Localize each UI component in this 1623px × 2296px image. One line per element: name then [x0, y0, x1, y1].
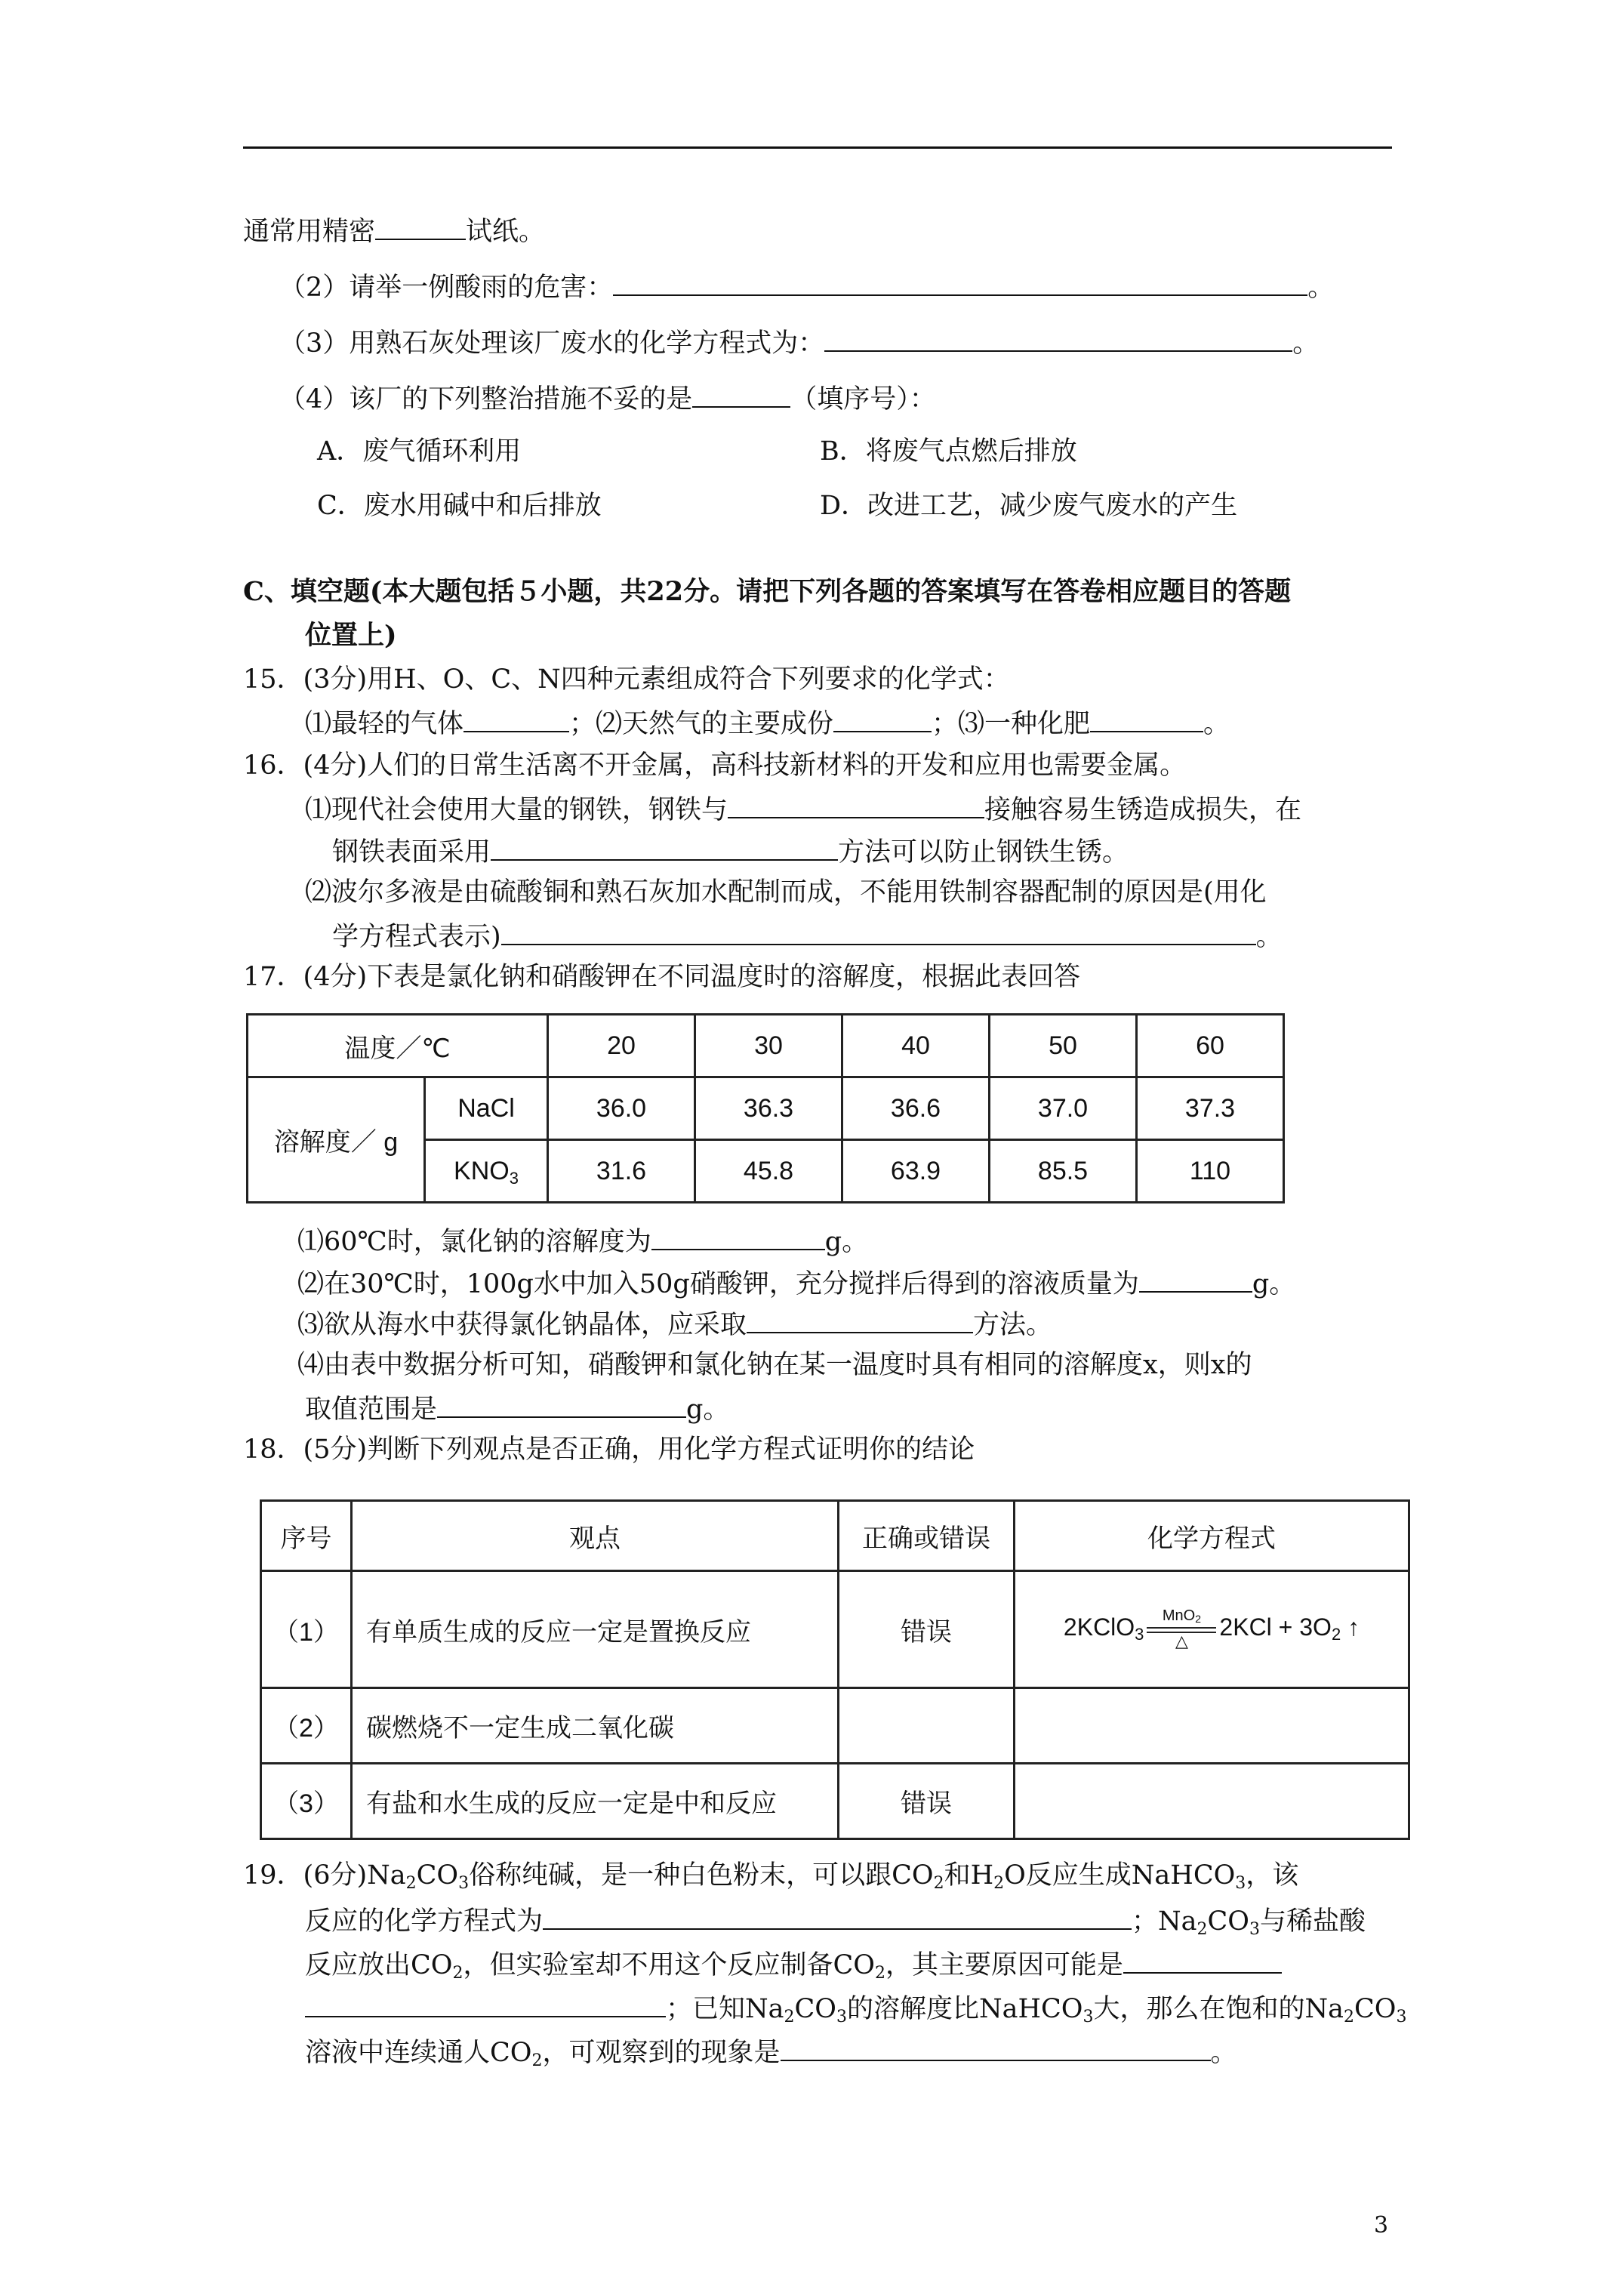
- table-cell: 60: [1137, 1015, 1284, 1077]
- row-equation: [1015, 1571, 1409, 1688]
- table-cell: 31.6: [548, 1140, 695, 1203]
- text: CO: [1207, 1906, 1249, 1937]
- q16-part1-cont: [332, 834, 1129, 869]
- subscript: 2: [1331, 1625, 1341, 1644]
- answer-blank[interactable]: [1090, 705, 1203, 732]
- table-cell: 40: [842, 1015, 990, 1077]
- row-equation[interactable]: [1015, 1764, 1409, 1839]
- subscript: 3: [1135, 1625, 1144, 1644]
- text: 和H: [944, 1860, 994, 1891]
- text: KNO: [454, 1156, 510, 1185]
- subscript: 2: [1196, 1920, 1208, 1939]
- answer-blank[interactable]: [692, 381, 790, 408]
- table-cell: 36.6: [842, 1077, 990, 1140]
- q14-part2: [279, 269, 1334, 304]
- answer-blank[interactable]: [463, 705, 569, 732]
- option-c[interactable]: C．废水用碱中和后排放: [317, 491, 602, 521]
- gas-arrow: ↑: [1341, 1613, 1360, 1641]
- row-no: （2）: [261, 1688, 352, 1764]
- subscript: 2: [1195, 1613, 1201, 1625]
- q16-part2-cont: [332, 918, 1283, 954]
- text: ，该: [1246, 1860, 1299, 1891]
- q19-line3: [305, 1946, 1282, 1982]
- answer-blank[interactable]: [613, 269, 1307, 296]
- text: 方法。: [973, 1310, 1053, 1340]
- table-cell: 63.9: [842, 1140, 990, 1203]
- q15-stem: 15．(3分)用H、O、C、N四种元素组成符合下列要求的化学式：: [243, 664, 1010, 695]
- header-rule: [243, 146, 1392, 149]
- text: 。: [1292, 328, 1320, 359]
- text: 学方程式表示): [332, 922, 501, 952]
- row-judge: 错误: [839, 1764, 1015, 1839]
- q16-part2: ⑵波尔多液是由硫酸铜和熟石灰加水配制而成，不能用铁制容器配制的原因是(用化: [305, 877, 1267, 908]
- text: 2KCl + 3O: [1219, 1613, 1332, 1641]
- answer-blank[interactable]: [437, 1391, 686, 1418]
- catalyst: [1144, 1607, 1219, 1625]
- text: MnO: [1162, 1607, 1196, 1624]
- text: 与稀盐酸: [1260, 1906, 1366, 1937]
- subscript: 2: [874, 1964, 885, 1983]
- text: （4）该厂的下列整治措施不妥的是: [279, 384, 693, 415]
- text: 通常用精密: [243, 217, 376, 247]
- q14-part4: [279, 381, 936, 416]
- text: ⑶欲从海水中获得氯化钠晶体，应采取: [297, 1310, 747, 1340]
- section-c-title-cont: 位置上): [305, 620, 397, 651]
- subscript: 2: [452, 1964, 463, 1983]
- text: g。: [686, 1395, 730, 1425]
- q17-stem: 17．(4分)下表是氯化钠和硝酸钾在不同温度时的溶解度，根据此表回答: [243, 962, 1081, 992]
- answer-blank[interactable]: [543, 1903, 1132, 1930]
- reaction-condition: [1144, 1607, 1219, 1650]
- answer-blank[interactable]: [651, 1223, 825, 1250]
- text: 钢铁表面采用: [332, 837, 491, 868]
- row-judge[interactable]: [839, 1688, 1015, 1764]
- row-view: 有盐和水生成的反应一定是中和反应: [352, 1764, 839, 1839]
- header-equation: 化学方程式: [1015, 1501, 1409, 1571]
- table-cell: 30: [695, 1015, 842, 1077]
- subscript: 3: [1235, 1874, 1246, 1893]
- q17-part1: [297, 1223, 868, 1259]
- text: ⑵在30℃时，100g水中加入50g硝酸钾，充分搅拌后得到的溶液质量为: [297, 1269, 1139, 1299]
- table-cell: 37.0: [990, 1077, 1137, 1140]
- text: ；⑵天然气的主要成份: [569, 709, 834, 739]
- subscript: 3: [836, 2008, 847, 2026]
- option-b[interactable]: B．将废气点燃后排放: [820, 436, 1077, 467]
- text: ，其主要原因可能是: [885, 1950, 1123, 1980]
- text: 溶液中连续通人CO: [305, 2038, 532, 2068]
- answer-blank[interactable]: [305, 1990, 666, 2017]
- text: O反应生成NaHCO: [1004, 1860, 1236, 1891]
- table-cell: 37.3: [1137, 1077, 1284, 1140]
- row-equation[interactable]: [1015, 1688, 1409, 1764]
- q16-stem: 16．(4分)人们的日常生活离不开金属，高科技新材料的开发和应用也需要金属。: [243, 750, 1187, 781]
- subscript: 3: [458, 1874, 470, 1893]
- heat-symbol: △: [1175, 1632, 1188, 1650]
- option-d[interactable]: D．改进工艺，减少废气废水的产生: [820, 491, 1238, 521]
- subscript: 3: [1249, 1920, 1260, 1939]
- page-number: 3: [1374, 2212, 1389, 2239]
- subscript: 3: [1396, 2008, 1407, 2026]
- subscript: 2: [531, 2051, 543, 2070]
- subscript: 2: [993, 1874, 1005, 1893]
- q19-line4: [305, 1990, 1406, 2026]
- answer-blank[interactable]: [833, 705, 932, 732]
- text: g。: [1252, 1269, 1296, 1299]
- table-row: [261, 1501, 1409, 1571]
- answer-blank[interactable]: [781, 2034, 1211, 2061]
- text: 。: [1210, 2038, 1237, 2068]
- row-judge: 错误: [839, 1571, 1015, 1688]
- text: 试纸。: [466, 217, 546, 247]
- text: ，但实验室却不用这个反应制备CO: [463, 1950, 875, 1980]
- text: ⑴现代社会使用大量的钢铁，钢铁与: [305, 795, 728, 825]
- text: 的溶解度比NaHCO: [846, 1994, 1083, 2024]
- answer-blank[interactable]: [491, 834, 838, 861]
- row-no: （1）: [261, 1571, 352, 1688]
- table-row: [248, 1015, 1284, 1077]
- table-cell: 110: [1137, 1140, 1284, 1203]
- text: ⑴60℃时，氯化钠的溶解度为: [297, 1227, 651, 1257]
- answer-blank[interactable]: [1123, 1946, 1282, 1974]
- row-view: 有单质生成的反应一定是置换反应: [352, 1571, 839, 1688]
- kno3-label: [425, 1140, 548, 1203]
- text: 。: [1255, 922, 1283, 952]
- answer-blank[interactable]: [1139, 1265, 1252, 1293]
- table-cell: 45.8: [695, 1140, 842, 1203]
- text: 大，那么在饱和的Na: [1093, 1994, 1344, 2024]
- text: CO: [1354, 1994, 1397, 2024]
- q17-part3: [297, 1306, 1052, 1342]
- table-cell: 50: [990, 1015, 1137, 1077]
- q18-stem: 18．(5分)判断下列观点是否正确，用化学方程式证明你的结论: [243, 1435, 975, 1465]
- q19-line1: [243, 1859, 1298, 1892]
- q17-part4-cont: [305, 1391, 729, 1426]
- answer-blank[interactable]: [728, 791, 984, 818]
- table-cell: 20: [548, 1015, 695, 1077]
- text: （3）用熟石灰处理该厂废水的化学方程式为：: [279, 328, 825, 359]
- equal-bar: [1147, 1627, 1216, 1629]
- subscript: 2: [1343, 2008, 1354, 2026]
- table-cell: 85.5: [990, 1140, 1137, 1203]
- viewpoint-table: [260, 1499, 1410, 1840]
- q19-line5: [305, 2034, 1237, 2069]
- header-no: 序号: [261, 1501, 352, 1571]
- text: （2）请举一例酸雨的危害：: [279, 273, 614, 303]
- text: ，可观察到的现象是: [542, 2038, 781, 2068]
- q14-part3: [279, 325, 1319, 360]
- row-view: 碳燃烧不一定生成二氧化碳: [352, 1688, 839, 1764]
- q19-line2: [305, 1903, 1366, 1938]
- solubility-table: [246, 1013, 1285, 1203]
- table-row: [248, 1077, 1284, 1140]
- text: CO: [794, 1994, 836, 2024]
- table-row: [261, 1764, 1409, 1839]
- text: g。: [824, 1227, 869, 1257]
- table-cell: 36.0: [548, 1077, 695, 1140]
- answer-blank[interactable]: [375, 213, 466, 240]
- header-judge: 正确或错误: [839, 1501, 1015, 1571]
- solubility-header: 溶解度／ g: [248, 1077, 425, 1203]
- text: （填序号）：: [790, 384, 936, 415]
- option-a[interactable]: A．废气循环利用: [317, 436, 522, 467]
- subscript: 2: [784, 2008, 795, 2026]
- row-no: （3）: [261, 1764, 352, 1839]
- q17-part4: ⑷由表中数据分析可知，硝酸钾和氯化钠在某一温度时具有相同的溶解度x，则x的: [297, 1350, 1252, 1380]
- text: 。: [1203, 709, 1230, 739]
- subscript: 2: [405, 1874, 417, 1893]
- text: ；⑶一种化肥: [932, 709, 1091, 739]
- text: ⑴最轻的气体: [305, 709, 464, 739]
- text: 19．(6分)Na: [243, 1860, 406, 1891]
- subscript: 3: [1083, 2008, 1094, 2026]
- header-view: 观点: [352, 1501, 839, 1571]
- answer-blank[interactable]: [824, 325, 1292, 352]
- text: 。: [1307, 273, 1335, 303]
- table-row: [261, 1688, 1409, 1764]
- answer-blank[interactable]: [747, 1306, 973, 1333]
- q14-line1: [243, 213, 545, 248]
- table-cell: 36.3: [695, 1077, 842, 1140]
- text: ；Na: [1132, 1906, 1197, 1937]
- text: 方法可以防止钢铁生锈。: [838, 837, 1129, 868]
- nacl-label: NaCl: [425, 1077, 548, 1140]
- text: 反应的化学方程式为: [305, 1906, 544, 1937]
- q16-part1: [305, 791, 1301, 827]
- text: 接触容易生锈造成损失，在: [984, 795, 1302, 825]
- text: 俗称纯碱，是一种白色粉末，可以跟CO: [469, 1860, 934, 1891]
- temp-header: 温度／℃: [248, 1015, 548, 1077]
- table-row: [261, 1571, 1409, 1688]
- text: ；已知Na: [666, 1994, 784, 2024]
- answer-blank[interactable]: [501, 918, 1256, 945]
- q15-answers: [305, 705, 1230, 741]
- chemical-equation: [1063, 1607, 1360, 1650]
- text: 取值范围是: [305, 1395, 438, 1425]
- section-c-title: C、填空题(本大题包括５小题，共22分。请把下列各题的答案填写在答卷相应题目的答题: [243, 576, 1292, 607]
- text: CO: [416, 1860, 459, 1891]
- text: 反应放出CO: [305, 1950, 453, 1980]
- subscript: 3: [509, 1168, 519, 1188]
- text: 2KClO: [1063, 1613, 1135, 1641]
- subscript: 2: [933, 1874, 944, 1893]
- q17-part2: [297, 1265, 1295, 1301]
